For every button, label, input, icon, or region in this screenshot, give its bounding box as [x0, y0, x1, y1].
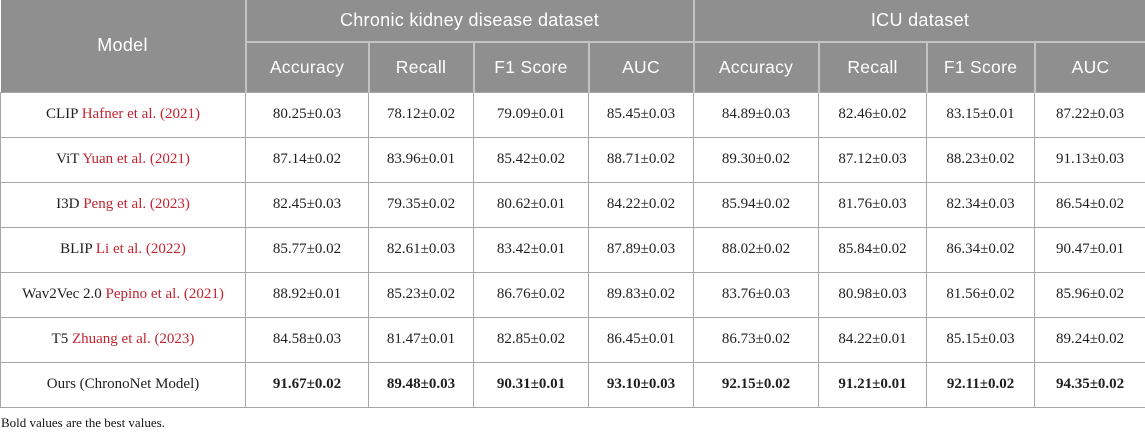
- metric-cell: 82.45±0.03: [246, 182, 369, 227]
- metric-cell: 94.35±0.02: [1035, 362, 1145, 407]
- col-header-ckd-accuracy: Accuracy: [246, 42, 369, 92]
- col-header-ckd-f1: F1 Score: [474, 42, 589, 92]
- metric-cell: 80.25±0.03: [246, 92, 369, 137]
- metric-cell: 88.23±0.02: [927, 137, 1035, 182]
- metric-cell: 84.22±0.02: [589, 182, 694, 227]
- table-row: [1, 272, 1145, 317]
- col-header-icu-accuracy: Accuracy: [694, 42, 819, 92]
- table-row: [1, 317, 1145, 362]
- metric-cell: 79.35±0.02: [369, 182, 474, 227]
- metric-cell: 86.73±0.02: [694, 317, 819, 362]
- metric-cell: 80.62±0.01: [474, 182, 589, 227]
- metric-cell: 87.14±0.02: [246, 137, 369, 182]
- metric-cell: 83.15±0.01: [927, 92, 1035, 137]
- model-name: CLIP: [46, 106, 78, 122]
- metric-cell: 92.15±0.02: [694, 362, 819, 407]
- model-cell: [1, 272, 246, 317]
- model-cell: [1, 92, 246, 137]
- metric-cell: 83.76±0.03: [694, 272, 819, 317]
- metric-cell: 87.89±0.03: [589, 227, 694, 272]
- metric-cell: 81.76±0.03: [819, 182, 927, 227]
- col-header-ckd-auc: AUC: [589, 42, 694, 92]
- table-footnote: Bold values are the best values.: [1, 414, 165, 430]
- metric-cell: 85.77±0.02: [246, 227, 369, 272]
- metric-cell: 86.54±0.02: [1035, 182, 1145, 227]
- metric-cell: 92.11±0.02: [927, 362, 1035, 407]
- metric-cell: 85.96±0.02: [1035, 272, 1145, 317]
- metric-cell: 86.34±0.02: [927, 227, 1035, 272]
- metric-cell: 91.21±0.01: [819, 362, 927, 407]
- metric-cell: 84.58±0.03: [246, 317, 369, 362]
- metric-cell: 79.09±0.01: [474, 92, 589, 137]
- table-row: [1, 92, 1145, 137]
- table-header: [1, 0, 1145, 92]
- model-name: Ours (ChronoNet Model): [46, 376, 200, 392]
- metric-cell: 87.12±0.03: [819, 137, 927, 182]
- metric-cell: 88.92±0.01: [246, 272, 369, 317]
- metric-cell: 91.67±0.02: [246, 362, 369, 407]
- metric-cell: 84.22±0.01: [819, 317, 927, 362]
- table-row: [1, 227, 1145, 272]
- metric-cell: 83.42±0.01: [474, 227, 589, 272]
- citation-link[interactable]: Zhuang et al. (2023): [71, 331, 195, 347]
- metric-cell: 81.56±0.02: [927, 272, 1035, 317]
- metric-cell: 89.48±0.03: [369, 362, 474, 407]
- group-header-ckd-dataset: Chronic kidney disease dataset: [246, 0, 694, 42]
- metric-cell: 90.47±0.01: [1035, 227, 1145, 272]
- citation-link[interactable]: Hafner et al. (2021): [81, 106, 200, 122]
- metric-cell: 82.34±0.03: [927, 182, 1035, 227]
- results-table-body: [1, 92, 1145, 407]
- metric-cell: 82.46±0.02: [819, 92, 927, 137]
- model-cell: [1, 182, 246, 227]
- metric-cell: 85.23±0.02: [369, 272, 474, 317]
- metric-cell: 85.15±0.03: [927, 317, 1035, 362]
- metric-cell: 91.13±0.03: [1035, 137, 1145, 182]
- metric-cell: 93.10±0.03: [589, 362, 694, 407]
- col-header-icu-f1: F1 Score: [927, 42, 1035, 92]
- model-name: I3D: [56, 196, 80, 212]
- metric-cell: 84.89±0.03: [694, 92, 819, 137]
- model-name: Wav2Vec 2.0: [22, 286, 102, 302]
- model-name: T5: [51, 331, 69, 347]
- metric-cell: 85.84±0.02: [819, 227, 927, 272]
- citation-link[interactable]: Pepino et al. (2021): [105, 286, 224, 302]
- metric-cell: 81.47±0.01: [369, 317, 474, 362]
- metric-cell: 80.98±0.03: [819, 272, 927, 317]
- metric-cell: 89.30±0.02: [694, 137, 819, 182]
- citation-link[interactable]: Peng et al. (2023): [83, 196, 190, 212]
- model-cell: [1, 317, 246, 362]
- metric-cell: 90.31±0.01: [474, 362, 589, 407]
- model-cell: [1, 362, 246, 407]
- metric-cell: 88.71±0.02: [589, 137, 694, 182]
- model-cell: [1, 137, 246, 182]
- metric-cell: 86.76±0.02: [474, 272, 589, 317]
- metric-cell: 89.24±0.02: [1035, 317, 1145, 362]
- metric-cell: 85.42±0.02: [474, 137, 589, 182]
- table-row: [1, 362, 1145, 407]
- model-name: ViT: [56, 151, 80, 167]
- metric-cell: 82.85±0.02: [474, 317, 589, 362]
- metric-cell: 86.45±0.01: [589, 317, 694, 362]
- group-header-row: [1, 0, 1145, 42]
- col-header-model: Model: [1, 0, 246, 92]
- metric-cell: 85.45±0.03: [589, 92, 694, 137]
- metric-cell: 87.22±0.03: [1035, 92, 1145, 137]
- table-row: [1, 182, 1145, 227]
- metric-cell: 83.96±0.01: [369, 137, 474, 182]
- col-header-icu-recall: Recall: [819, 42, 927, 92]
- col-header-ckd-recall: Recall: [369, 42, 474, 92]
- citation-link[interactable]: Yuan et al. (2021): [82, 151, 190, 167]
- model-name: BLIP: [60, 241, 93, 257]
- metric-cell: 82.61±0.03: [369, 227, 474, 272]
- model-cell: [1, 227, 246, 272]
- group-header-icu-dataset: ICU dataset: [694, 0, 1145, 42]
- metric-cell: 88.02±0.02: [694, 227, 819, 272]
- metric-cell: 85.94±0.02: [694, 182, 819, 227]
- metric-cell: 89.83±0.02: [589, 272, 694, 317]
- col-header-icu-auc: AUC: [1035, 42, 1145, 92]
- table-row: [1, 137, 1145, 182]
- metric-cell: 78.12±0.02: [369, 92, 474, 137]
- citation-link[interactable]: Li et al. (2022): [95, 241, 186, 257]
